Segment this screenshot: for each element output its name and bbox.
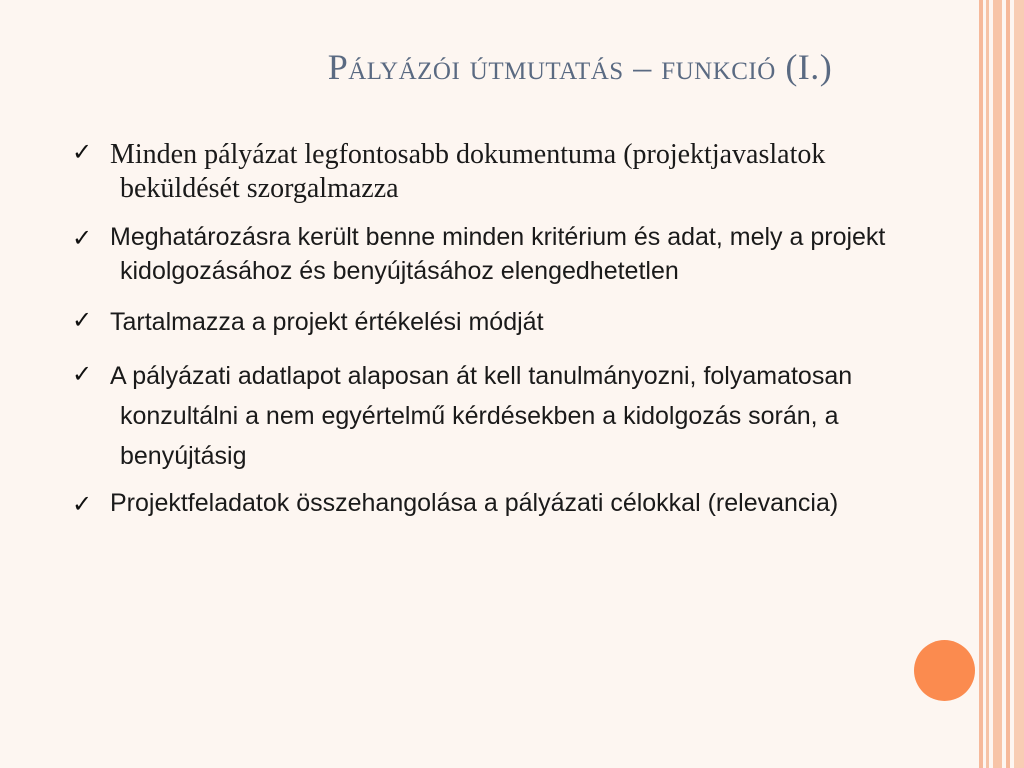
decorative-stripe [979,0,983,768]
checkmark-icon: ✓ [72,306,93,334]
list-item [72,138,972,206]
bullet-list [72,138,972,520]
list-item [72,356,972,476]
decorative-stripe [986,0,989,768]
decorative-circle [914,640,975,701]
list-item [72,486,972,520]
decorative-stripe [1014,0,1024,768]
bullet-text: Projektfeladatok összehangolása a pályázati célokkal (relevancia) [110,489,839,517]
bullet-text: A pályázati adatlapot alaposan át kell tanulmányozni, folyamatosan konzultálni a nem egyértelmű kérdésekben a kidolgozás során, a benyújtásig [110,362,853,470]
bullet-text: Tartalmazza a projekt értékelési módját [110,308,544,336]
decorative-stripe [1006,0,1010,768]
bullet-text: Meghatározásra került benne minden kritérium és adat, mely a projekt kidolgozásához és benyújtásához elengedhetetlen [110,223,886,285]
bullet-text: Minden pályázat legfontosabb dokumentuma (projektjavaslatok beküldését szorgalmazza [110,139,826,204]
checkmark-icon: ✓ [72,360,93,388]
list-item [72,302,972,342]
checkmark-icon: ✓ [72,490,93,518]
checkmark-icon: ✓ [72,138,93,166]
slide-title: Pályázói útmutatás – funkció (I.) [327,47,833,87]
decorative-stripe [993,0,1002,768]
checkmark-icon: ✓ [72,224,93,252]
list-item [72,220,972,288]
